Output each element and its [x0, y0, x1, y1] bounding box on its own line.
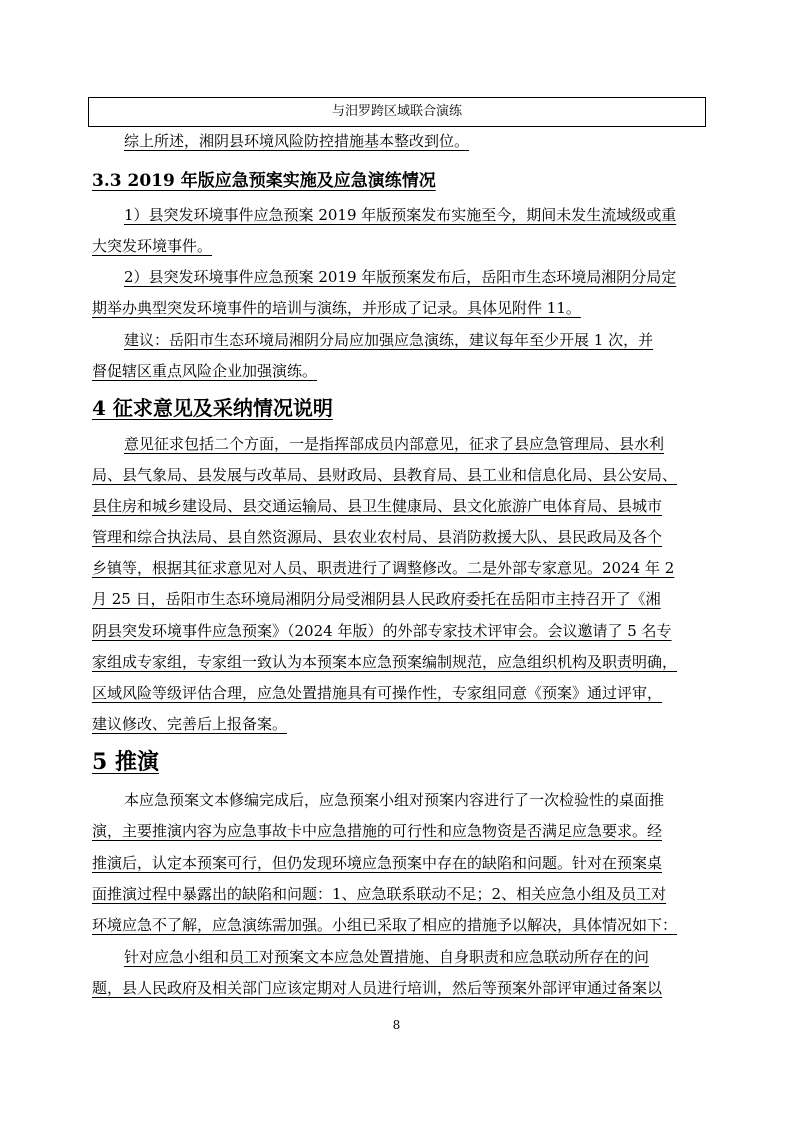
paragraph-line: 区域风险等级评估合理，应急处置措施具有可操作性，专家组同意《预案》通过评审， — [92, 684, 663, 702]
paragraph-line: 环境应急不了解，应急演练需加强。小组已采取了相应的措施予以解决，具体情况如下： — [92, 916, 678, 934]
paragraph-line: 管理和综合执法局、县自然资源局、县农业农村局、县消防救援大队、县民政局及各个 — [92, 528, 663, 546]
section-4-heading: 4 征求意见及采纳情况说明 — [92, 396, 333, 420]
section-5-heading: 5 推演 — [92, 749, 159, 775]
paragraph-line: 题，县人民政府及相关部门应该定期对人员进行培训，然后等预案外部评审通过备案以 — [92, 979, 663, 997]
paragraph-line: 月 25 日，岳阳市生态环境局湘阴分局受湘阴县人民政府委托在岳阳市主持召开了《湘 — [92, 590, 661, 608]
paragraph-line: 推演后，认定本预案可行，但仍发现环境应急预案中存在的缺陷和问题。针对在预案桌 — [92, 854, 663, 872]
table-row-text: 与汨罗跨区域联合演练 — [331, 104, 462, 119]
paragraph-line: 县住房和城乡建设局、县交通运输局、县卫生健康局、县文化旅游广电体育局、县城市 — [92, 497, 663, 515]
paragraph-line: 面推演过程中暴露出的缺陷和问题：1、应急联系联动不足；2、相关应急小组及员工对 — [92, 885, 667, 903]
paragraph-line: 大突发环境事件。 — [92, 237, 213, 255]
table-row-header — [88, 97, 706, 127]
paragraph-line: 局、县气象局、县发展与改革局、县财政局、县教育局、县工业和信息化局、县公安局、 — [92, 466, 678, 484]
paragraph-line: 1）县突发环境事件应急预案 2019 年版预案发布实施至今，期间未发生流域级或重 — [124, 206, 677, 224]
paragraph-line: 本应急预案文本修编完成后，应急预案小组对预案内容进行了一次检验性的桌面推 — [124, 791, 665, 809]
paragraph-line: 2）县突发环境事件应急预案 2019 年版预案发布后，岳阳市生态环境局湘阴分局定 — [124, 268, 677, 286]
paragraph-line: 督促辖区重点风险企业加强演练。 — [92, 362, 318, 380]
paragraph-line: 建议：岳阳市生态环境局湘阴分局应加强应急演练，建议每年至少开展 1 次，并 — [124, 331, 654, 349]
section-3-3-heading: 3.3 2019 年版应急预案实施及应急演练情况 — [92, 171, 436, 191]
paragraph-line: 意见征求包括二个方面，一是指挥部成员内部意见，征求了县应急管理局、县水利 — [124, 435, 665, 453]
paragraph-line: 建议修改、完善后上报备案。 — [92, 715, 288, 733]
paragraph-line: 针对应急小组和员工对预案文本应急处置措施、自身职责和应急联动所存在的问 — [124, 948, 650, 966]
paragraph-line: 演，主要推演内容为应急事故卡中应急措施的可行性和应急物资是否满足应急要求。经 — [92, 822, 663, 840]
paragraph-line: 家组成专家组，专家组一致认为本预案本应急预案编制规范，应急组织机构及职责明确， — [92, 653, 678, 671]
summary-line: 综上所述，湘阴县环境风险防控措施基本整改到位。 — [124, 132, 470, 150]
paragraph-line: 期举办典型突发环境事件的培训与演练，并形成了记录。具体见附件 11。 — [92, 299, 581, 317]
paragraph-line: 阴县突发环境事件应急预案》（2024 年版）的外部专家技术评审会。会议邀请了 5 名专 — [92, 622, 672, 640]
page-number: 8 — [392, 1018, 401, 1032]
paragraph-line: 乡镇等，根据其征求意见对人员、职责进行了调整修改。二是外部专家意见。2024 年 2 — [92, 559, 675, 577]
